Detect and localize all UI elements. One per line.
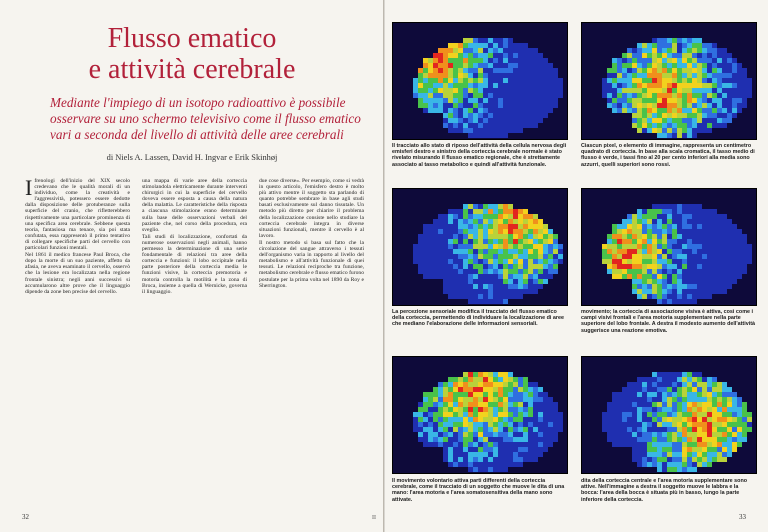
brain-scan-image bbox=[392, 188, 568, 306]
brain-scan-image bbox=[392, 356, 568, 474]
figure-caption: Il tracciato allo stato di riposo dell'attività della cellula nervosa degli emisferi destro e sinistro della corteccia cerebrale normale è stato rivelato misurando il flusso ematico regionale, che è strettamente associato al tasso metabolico e quindi all'attività funzionale. bbox=[392, 143, 567, 168]
body-paragraph: Il nostro metodo si basa sul fatto che la circolazione del sangue attraverso i tessuti dell'organismo varia in rapporto al livello del metabolismo e all'attività funzionale di quei tessuti. Le relazioni reciproche tra funzione, metabolismo cerebrale e flusso ematico furono postulate per la prima volta nel 1890 da Roy e Sherrington. bbox=[259, 239, 364, 289]
gutter-mark: II bbox=[372, 515, 376, 521]
body-column-3 bbox=[259, 178, 364, 498]
body-column-1 bbox=[25, 178, 130, 498]
body-paragraph: Tali studi di localizzazione, confortati da numerose osservazioni negli animali, hanno permesso la determinazione di una serie fondamentale di relazioni tra aree della corteccia e funzioni: il lobo occipitale nella parte posteriore della corteccia media le funzioni visive, la corteccia premotoria e motoria controlla la motilità e la zona di Broca, insieme a quella di Wernicke, governa il linguaggio. bbox=[142, 233, 247, 295]
body-paragraph: una mappa di varie aree della corteccia stimolandola elettricamente durante interventi chirurgici in cui la superficie del cervello doveva essere esposta a causa della natura della malattia. Le caratteristiche della risposta a ciascuna stimolazione erano determinate sulla base delle osservazioni verbali del paziente che, nel corso della procedura, era sveglio. bbox=[142, 178, 247, 233]
page-number-left: 32 bbox=[22, 513, 29, 521]
brain-scan-image bbox=[581, 188, 757, 306]
body-text: frenologi dell'inizio del XIX secolo credevano che le qualità morali di un individuo, come la creatività e l'aggressività, potessero essere dedotte dalla disposizione delle protuberanze sulla superficie del cranio, che rifletterebbero rispettivamente una particolare prominenza di una specifica area cerebrale. Sebbene questa teoria, fantasiosa ma tenace, sia poi stata confutata, essa rappresentò il primo tentativo di collegare specifiche parti del cervello con particolari funzioni mentali. bbox=[25, 178, 130, 252]
figure-caption: La percezione sensoriale modifica il tracciato del flusso ematico della corteccia, permettendo di individuare la localizzazione di aree che mediano l'elaborazione delle informazioni sensoriali. bbox=[392, 309, 564, 328]
byline: di Niels A. Lassen, David H. Ingvar e Erik Skinhøj bbox=[106, 153, 278, 162]
article-title-line-1: Flusso ematico bbox=[107, 23, 277, 54]
right-page bbox=[385, 0, 768, 532]
body-columns bbox=[25, 178, 365, 498]
brain-scan-image bbox=[581, 22, 757, 140]
subtitle-line-2: osservare su uno schermo televisivo come il flusso ematico bbox=[50, 111, 361, 126]
figure-caption: Il movimento volontario attiva parti differenti della corteccia cerebrale, come il tracciato di un soggetto che muove le dita di una mano: l'area motoria e l'area somatosensitiva della mano sono attivate. bbox=[392, 478, 565, 503]
figure-caption: movimento; la corteccia di associazione visiva è attiva, così come i campi visivi frontali e l'area motoria supplementare nella parte superiore del lobo frontale. A destra il modesto aumento dell'attività suggerisce una reazione emotiva. bbox=[581, 309, 756, 334]
brain-scan-image bbox=[392, 22, 568, 140]
article-subtitle bbox=[50, 95, 361, 143]
figure-caption: dita della corteccia centrale e l'area motoria supplementare sono attive. Nell'immagine a destra il soggetto muove le labbra e la bocca: l'area della bocca è situata più in basso, lungo la parte inferiore della corteccia. bbox=[581, 478, 748, 503]
page-number-right: 33 bbox=[739, 513, 746, 521]
article-title-line-2: e attività cerebrale bbox=[88, 54, 296, 85]
body-column-2 bbox=[142, 178, 247, 498]
body-paragraph: due cose diverse». Per esempio, come si vedrà in questo articolo, l'emisfero destro è molto più attivo mentre il soggetto sta parlando di quanto potrebbe sembrare in base agli studi basati esclusivamente sul danno tissutale. Un metodo più diretto per chiarire il problema della localizzazione consiste nello studiare la corteccia cerebrale integra in diverse situazioni funzionali, mentre il cervello è al lavoro. bbox=[259, 178, 364, 239]
brain-scan-image bbox=[581, 356, 757, 474]
subtitle-line-1: Mediante l'impiego di un isotopo radioattivo è possibile bbox=[50, 95, 346, 110]
body-paragraph bbox=[25, 178, 130, 251]
subtitle-line-3: vari a seconda del livello di attività delle aree cerebrali bbox=[50, 127, 344, 142]
dropcap: I bbox=[25, 178, 33, 200]
body-paragraph: Nel 1861 il medico francese Paul Broca, che dopo la morte di un suo paziente, affetto da afasia, ne aveva esaminato il cervello, osservò che la lesione era localizzata nella regione frontale sinistra; negli anni successivi si accumularono altre prove che il linguaggio dipende da zone ben precise del cervello. bbox=[25, 252, 130, 295]
figure-caption: Ciascun pixel, o elemento di immagine, rappresenta un centimetro quadrato di corteccia. In base alla scala cromatica, il tasso medio di flusso è verde, i tassi fino al 20 per cento inferiori alla media sono azzurri, quelli superiori sono rossi. bbox=[581, 143, 755, 168]
